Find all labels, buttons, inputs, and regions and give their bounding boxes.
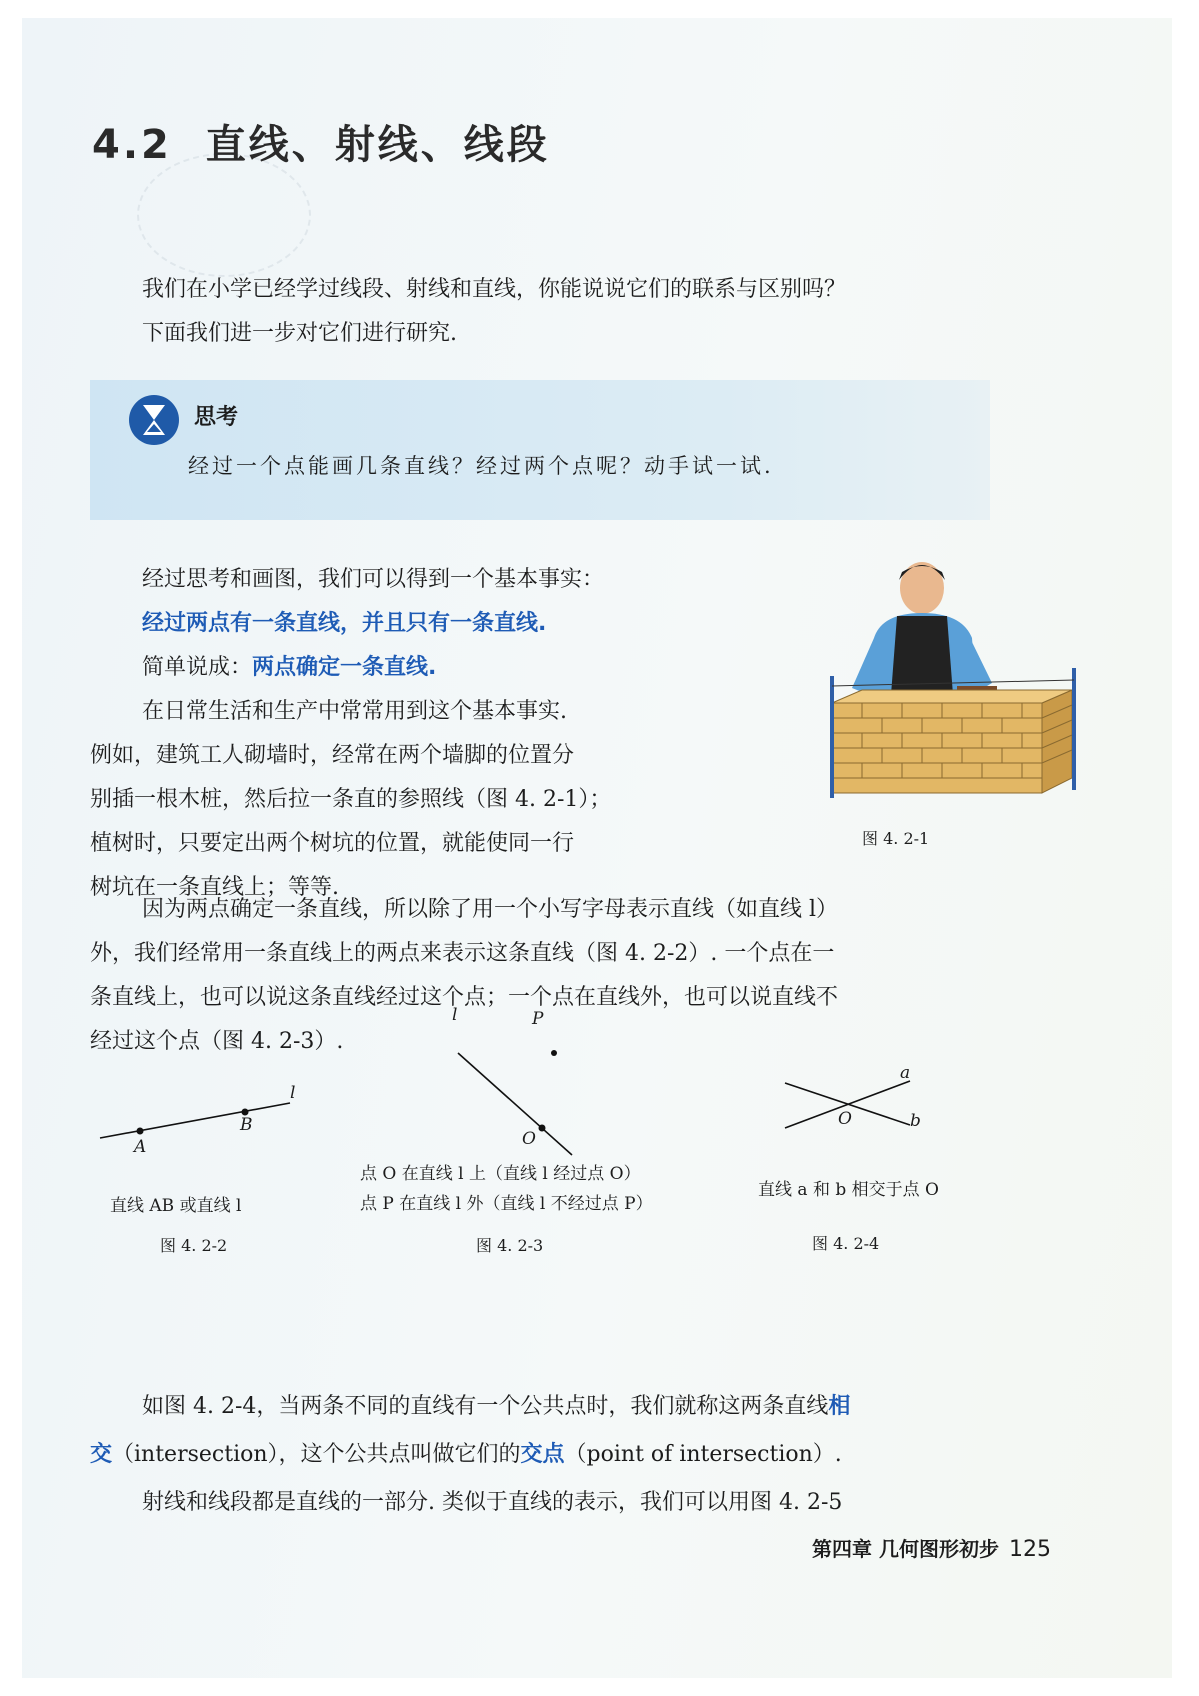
fig2-caption: 图 4. 2-2: [160, 1236, 228, 1255]
text-line: 因为两点确定一条直线，所以除了用一个小写字母表示直线（如直线 l）: [142, 897, 839, 922]
fig4-caption: 图 4. 2-4: [812, 1234, 880, 1253]
line-ab-diagram: [90, 1063, 320, 1153]
label-p: P: [532, 1009, 544, 1029]
text-line: 经过这个点（图 4. 2-3）.: [90, 1029, 344, 1054]
basic-fact: 经过两点有一条直线，并且只有一条直线.: [142, 611, 547, 636]
bricklayer-illustration: [782, 558, 1092, 808]
label-b: b: [910, 1111, 921, 1131]
text-line: 条直线上，也可以说这条直线经过这个点；一个点在直线外，也可以说直线不: [90, 985, 839, 1010]
textbook-page: [22, 18, 1172, 1678]
label-o: O: [838, 1109, 852, 1129]
fig4-caption-text: 直线 a 和 b 相交于点 O: [758, 1180, 939, 1200]
text-line: 外，我们经常用一条直线上的两点来表示这条直线（图 4. 2-2）. 一个点在一: [90, 941, 835, 966]
fig3-caption: 图 4. 2-3: [476, 1236, 544, 1255]
intersection-paragraph: [90, 1383, 1100, 1527]
short-fact: 两点确定一条直线.: [252, 655, 437, 680]
text-line: [90, 1383, 1100, 1431]
section-name: 直线、射线、线段: [205, 122, 550, 168]
text-line: 在日常生活和生产中常常用到这个基本事实.: [142, 699, 567, 724]
think-label: 思考: [194, 405, 239, 430]
chapter-title: 第四章 几何图形初步: [812, 1537, 999, 1561]
page-footer: [812, 1533, 1051, 1562]
short-prefix: 简单说成：: [142, 655, 253, 680]
intro-line: 我们在小学已经学过线段、射线和直线，你能说说它们的联系与区别吗？: [142, 277, 847, 302]
term-intersection-point: 交点: [520, 1442, 565, 1467]
label-a: a: [900, 1063, 911, 1083]
intro-paragraph: [142, 268, 1042, 356]
fig3-text-on: 点 O 在直线 l 上（直线 l 经过点 O）: [360, 1164, 641, 1184]
fig3-text-off: 点 P 在直线 l 外（直线 l 不经过点 P）: [360, 1194, 653, 1214]
intro-line: 下面我们进一步对它们进行研究.: [142, 321, 457, 346]
text-line: 射线和线段都是直线的一部分. 类似于直线的表示，我们可以用图 4. 2-5: [142, 1490, 843, 1515]
think-box: [90, 380, 990, 520]
term-intersect: 交: [90, 1442, 113, 1467]
label-l: l: [452, 1005, 458, 1025]
text-line: 树坑在一条直线上；等等.: [90, 875, 339, 900]
label-a: A: [134, 1137, 147, 1157]
fact-paragraph: [90, 558, 740, 910]
text-run: （point of intersection）.: [564, 1442, 842, 1467]
hourglass-icon: [128, 394, 180, 446]
think-question: 经过一个点能画几条直线？经过两个点呢？动手试一试.: [188, 454, 774, 478]
text-line: [90, 1431, 1100, 1479]
label-l: l: [290, 1083, 296, 1103]
short-fact-line: [90, 646, 740, 690]
section-title: [92, 113, 550, 170]
text-line: 例如，建筑工人砌墙时，经常在两个墙脚的位置分: [90, 743, 575, 768]
label-o: O: [522, 1129, 536, 1149]
point-on-line-diagram: [430, 1033, 590, 1163]
term-intersect: 相: [828, 1394, 851, 1419]
fig2-caption-text: 直线 AB 或直线 l: [110, 1196, 242, 1216]
page-number: 125: [1008, 1537, 1051, 1562]
faded-background-figure: [137, 153, 311, 277]
text-run: 如图 4. 2-4，当两条不同的直线有一个公共点时，我们就称这两条直线: [142, 1394, 829, 1419]
text-line: 别插一根木桩，然后拉一条直的参照线（图 4. 2-1）；: [90, 787, 612, 812]
text-line: 植树时，只要定出两个树坑的位置，就能使同一行: [90, 831, 575, 856]
text-line: 经过思考和画图，我们可以得到一个基本事实：: [142, 567, 605, 592]
label-b: B: [240, 1115, 253, 1135]
text-run: （intersection），这个公共点叫做它们的: [112, 1442, 521, 1467]
section-number: 4.2: [92, 122, 172, 168]
figure-caption: 图 4. 2-1: [862, 829, 930, 848]
